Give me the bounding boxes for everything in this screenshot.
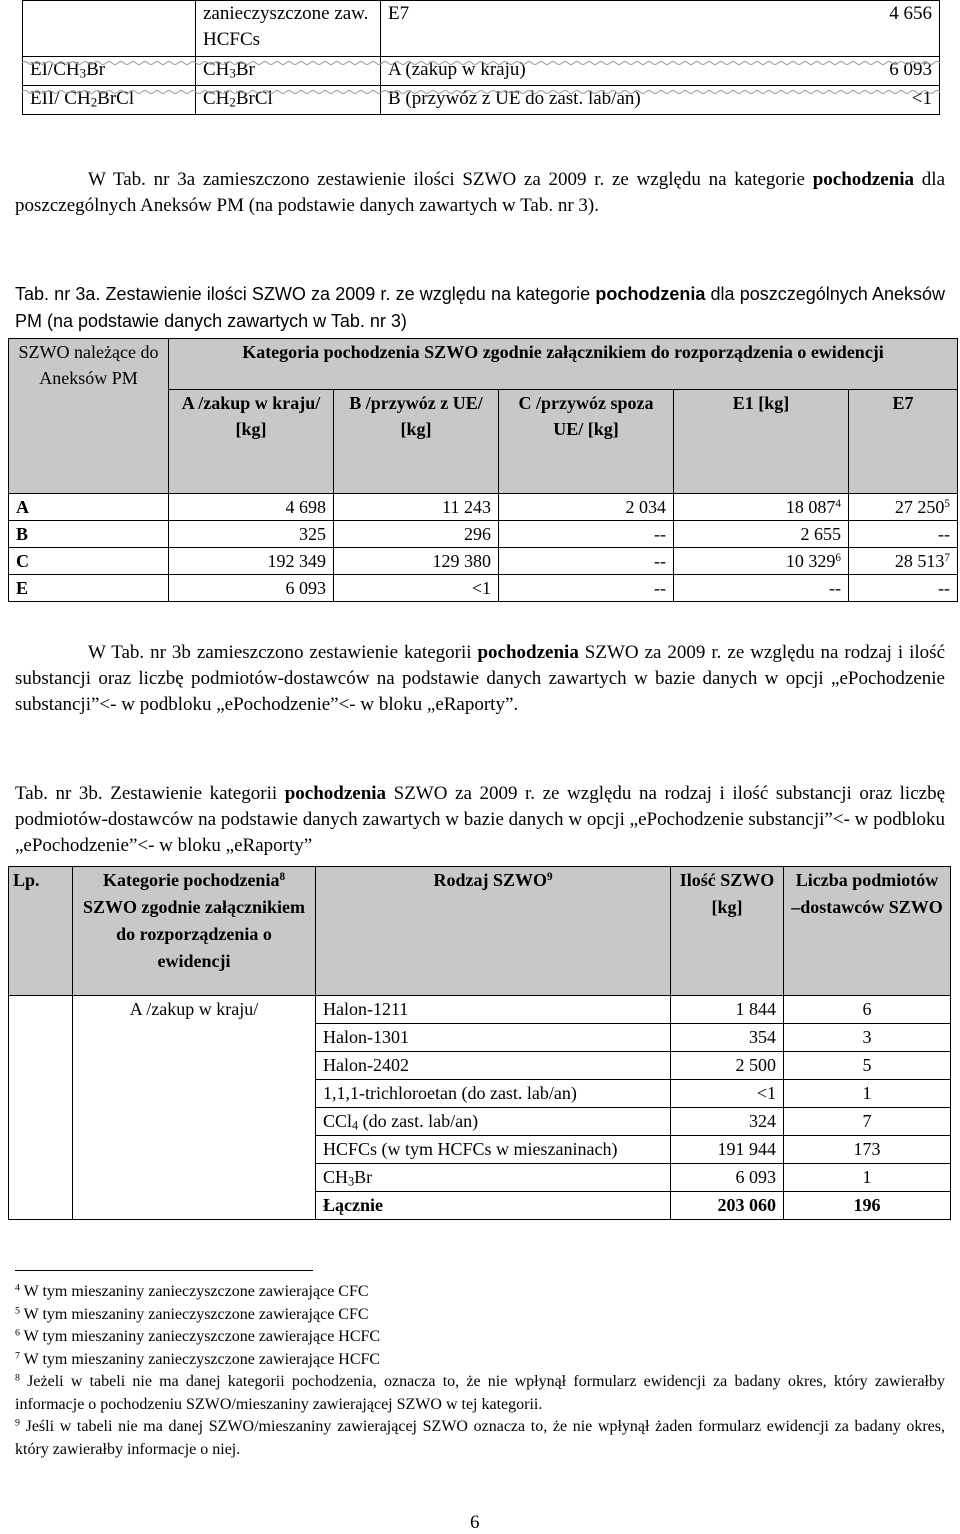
- table-row: [9, 996, 951, 1024]
- table-cell-substance: Halon-1301: [316, 1024, 671, 1052]
- table-header-row: [9, 339, 958, 390]
- header-cell-e7: E7: [849, 390, 958, 494]
- header-cell-kategorie: [73, 867, 316, 996]
- table-row: [23, 1, 940, 57]
- cell-value: 2 655: [800, 524, 841, 544]
- footnote: [15, 1304, 945, 1327]
- table-cell: [9, 494, 169, 521]
- text-run: Kategorie pochodzenia: [102, 870, 280, 890]
- table-cell: B (przywóz z UE do zast. lab/an): [381, 86, 736, 115]
- intro-paragraph-3b: [15, 640, 945, 718]
- table-row: [9, 494, 958, 521]
- footnote: [15, 1349, 945, 1372]
- header-cell-b: B /przywóz z UE/ [kg]: [334, 390, 499, 494]
- cell-value: A: [16, 497, 29, 517]
- header-cell-liczba: Liczba podmiotów –dostawców SZWO: [784, 867, 951, 996]
- cell-value: 129 380: [432, 551, 491, 571]
- table-cell: [674, 548, 849, 575]
- table-cell-count: 1: [784, 1164, 951, 1192]
- cell-value: C: [16, 551, 29, 571]
- table-cell-substance: Halon-2402: [316, 1052, 671, 1080]
- footnote: [15, 1326, 945, 1349]
- table-cell: [9, 548, 169, 575]
- cell-value: 27 250: [894, 497, 945, 517]
- table-cell-qty: 1 844: [671, 996, 784, 1024]
- header-cell-ilosc: Ilość SZWO [kg]: [671, 867, 784, 996]
- cell-value: 18 087: [785, 497, 836, 517]
- text-run-bold: pochodzenia: [812, 169, 915, 190]
- table-cell: [674, 521, 849, 548]
- table-cell: [499, 548, 674, 575]
- cell-value: 28 513: [894, 551, 945, 571]
- table-cell-substance: CCl$_4$ (do zast. lab/an): [316, 1108, 671, 1136]
- table-cell: 6 093: [735, 57, 940, 86]
- table-cell: [674, 494, 849, 521]
- footnote-ref: 8: [279, 870, 286, 883]
- cell-value: 296: [464, 524, 491, 544]
- table-cell: [849, 521, 958, 548]
- table-cell-total-qty: 203 060: [671, 1192, 784, 1220]
- footnote-text: W tym mieszaniny zanieczyszczone zawierające HCFC: [19, 1328, 381, 1345]
- cell-value: --: [654, 578, 666, 598]
- table-cell: A (zakup w kraju): [381, 57, 736, 86]
- cell-value: E: [16, 578, 29, 598]
- cell-value: --: [654, 524, 666, 544]
- footnote: [15, 1416, 945, 1461]
- text-run: SZWO zgodnie załącznikiem do rozporządzenia o ewidencji: [83, 897, 305, 971]
- cell-value: 192 349: [267, 551, 326, 571]
- table-cell-qty: 6 093: [671, 1164, 784, 1192]
- table-row: [9, 575, 958, 602]
- table-cell: $CH_3Br$: [196, 57, 381, 86]
- table-cell: 4 656: [735, 1, 940, 57]
- footnote-separator: [15, 1270, 313, 1271]
- table-cell-total-cnt: 196: [784, 1192, 951, 1220]
- footnote-number: 8: [15, 1372, 20, 1384]
- wavy-divider: [22, 89, 940, 95]
- table-cell: [334, 548, 499, 575]
- cell-value: <1: [471, 578, 491, 598]
- table-cell-qty: 191 944: [671, 1136, 784, 1164]
- footnote: [15, 1371, 945, 1416]
- footnote-ref: 7: [944, 551, 950, 564]
- cell-value: 325: [299, 524, 326, 544]
- table-cell-total-label: Łącznie: [316, 1192, 671, 1220]
- text-run: SZWO za 2009 r. ze względu na rodzaj i ilość substancji oraz liczbę podmiotów-dostawców na podstawie danych zawartych w bazie danych w opcji „ePochodzenie substancji”<- w podbloku „ePochodzenie”<- w bloku „eRaporty”.: [15, 642, 945, 715]
- text-run: SZWO za 2009 r. ze względu na rodzaj i ilość substancji oraz liczbę podmiotów-dostawców na podstawie danych zawartych w bazie danych w opcji „ePochodzenie substancji”<- w podbloku „ePochodzenie”<- w bloku „eRaporty”: [15, 783, 945, 856]
- text-run: dla poszczególnych Aneksów PM (na podstawie danych zawartych w Tab. nr 3): [15, 284, 945, 331]
- table-cell-category: A /zakup w kraju/: [73, 996, 316, 1220]
- footnote-number: 7: [15, 1350, 20, 1362]
- text-run-bold: pochodzenia: [284, 783, 387, 804]
- table-cell: [9, 521, 169, 548]
- table-3a-caption: [15, 281, 945, 335]
- cell-value: --: [938, 524, 950, 544]
- page-number: 6: [470, 1512, 480, 1533]
- table-cell: [849, 494, 958, 521]
- table-cell: [334, 494, 499, 521]
- table-cell-substance: 1,1,1-trichloroetan (do zast. lab/an): [316, 1080, 671, 1108]
- footnote-text: W tym mieszaniny zanieczyszczone zawierające HCFC: [19, 1350, 381, 1368]
- cell-value: --: [829, 578, 841, 598]
- table-row: [9, 521, 958, 548]
- table-3b-caption: [15, 781, 945, 859]
- header-cell-lp: Lp.: [9, 867, 73, 996]
- table-cell: [849, 548, 958, 575]
- table-cell: [169, 521, 334, 548]
- table-cell-count: 5: [784, 1052, 951, 1080]
- table-header-row: [9, 867, 951, 996]
- table-cell-lp: [9, 996, 73, 1220]
- footnote-ref: 6: [835, 551, 841, 564]
- footnotes: [15, 1281, 945, 1461]
- cell-value: --: [938, 578, 950, 598]
- table-cell-substance: $CH_3Br$: [316, 1164, 671, 1192]
- table-cell: EII/ $CH_2BrCl$: [23, 86, 196, 115]
- text-run: dla poszczególnych Aneksów PM (na podstawie danych zawartych w Tab. nr 3).: [15, 169, 945, 216]
- table-cell-substance: Halon-1211: [316, 996, 671, 1024]
- cell-value: 4 698: [285, 497, 326, 517]
- header-cell-szwo: SZWO należące do Aneksów PM: [9, 339, 169, 494]
- header-cell-category: Kategoria pochodzenia SZWO zgodnie załącznikiem do rozporządzenia o ewidencji: [169, 339, 958, 390]
- table-cell: <1: [735, 86, 940, 115]
- table-cell: [849, 575, 958, 602]
- text-run: W Tab. nr 3b zamieszczono zestawienie kategorii: [88, 642, 478, 663]
- table-cell: zanieczyszczone zaw. HCFCs: [196, 1, 381, 57]
- table-cell-qty: 2 500: [671, 1052, 784, 1080]
- footnote: [15, 1281, 945, 1304]
- header-cell-rodzaj: [316, 867, 671, 996]
- footnote-number: 5: [15, 1305, 20, 1317]
- cell-value: 2 034: [625, 497, 666, 517]
- table-cell: [499, 575, 674, 602]
- header-cell-c: C /przywóz spoza UE/ [kg]: [499, 390, 674, 494]
- text-run-bold: pochodzenia: [595, 284, 706, 304]
- table-cell-count: 7: [784, 1108, 951, 1136]
- table-cell-count: 173: [784, 1136, 951, 1164]
- cell-value: --: [654, 551, 666, 571]
- footnote-number: 6: [15, 1327, 20, 1339]
- footnote-ref: 9: [546, 870, 553, 883]
- cell-value: 11 243: [442, 497, 491, 517]
- wavy-divider: [22, 60, 940, 66]
- table-cell: [334, 521, 499, 548]
- text-run: W Tab. nr 3a zamieszczono zestawienie ilości SZWO za 2009 r. ze względu na kategorie: [88, 169, 813, 190]
- table-cell-qty: 354: [671, 1024, 784, 1052]
- table-row: [9, 548, 958, 575]
- table-cell-count: 6: [784, 996, 951, 1024]
- table-cell: $EI/CH_3Br$: [23, 57, 196, 86]
- table-cell-substance: HCFCs (w tym HCFCs w mieszaninach): [316, 1136, 671, 1164]
- header-cell-a: A /zakup w kraju/ [kg]: [169, 390, 334, 494]
- table-cell-qty: <1: [671, 1080, 784, 1108]
- footnote-number: 4: [15, 1282, 20, 1294]
- table-cell: [9, 575, 169, 602]
- text-run-bold: pochodzenia: [477, 642, 579, 663]
- footnote-text: W tym mieszaniny zanieczyszczone zawierające CFC: [19, 1283, 369, 1300]
- table-cell: [169, 494, 334, 521]
- text-run: Tab. nr 3b. Zestawienie kategorii: [15, 783, 285, 804]
- table-3a: [8, 338, 958, 602]
- table-3b: [8, 866, 951, 1220]
- table-cell-count: 3: [784, 1024, 951, 1052]
- cell-value: B: [16, 524, 29, 544]
- footnote-ref: 5: [944, 497, 950, 510]
- footnote-ref: 4: [835, 497, 841, 510]
- footnote-number: 9: [15, 1417, 20, 1429]
- text-run: Rodzaj SZWO: [433, 870, 547, 890]
- footnote-text: Jeżeli w tabeli nie ma danej kategorii pochodzenia, oznacza to, że nie wpłynął formularz ewidencji za badany okres, który zawierałby informacje o pochodzeniu SZWO/mieszaniny zawierającej SZWO w tej kategorii.: [15, 1373, 945, 1413]
- top-table: [22, 0, 940, 115]
- table-cell: E7: [381, 1, 736, 57]
- table-cell: [169, 548, 334, 575]
- table-cell-qty: 324: [671, 1108, 784, 1136]
- table-cell: [499, 521, 674, 548]
- footnote-text: Jeśli w tabeli nie ma danej SZWO/mieszaniny zawierającej SZWO oznacza to, że nie wpłynął żaden formularz ewidencji za badany okres, który zawierałby informacje o niej.: [15, 1418, 945, 1458]
- table-cell: [499, 494, 674, 521]
- table-cell: [674, 575, 849, 602]
- cell-value: 10 329: [785, 551, 836, 571]
- text-run: Tab. nr 3a. Zestawienie ilości SZWO za 2009 r. ze względu na kategorie: [15, 284, 596, 304]
- cell-value: 6 093: [285, 578, 326, 598]
- table-cell-count: 1: [784, 1080, 951, 1108]
- table-cell: [23, 1, 196, 57]
- table-cell: $CH_2BrCl$: [196, 86, 381, 115]
- intro-paragraph-3a: [15, 167, 945, 219]
- table-cell: [334, 575, 499, 602]
- header-cell-e1: E1 [kg]: [674, 390, 849, 494]
- footnote-text: W tym mieszaniny zanieczyszczone zawierające CFC: [19, 1305, 369, 1323]
- table-cell: [169, 575, 334, 602]
